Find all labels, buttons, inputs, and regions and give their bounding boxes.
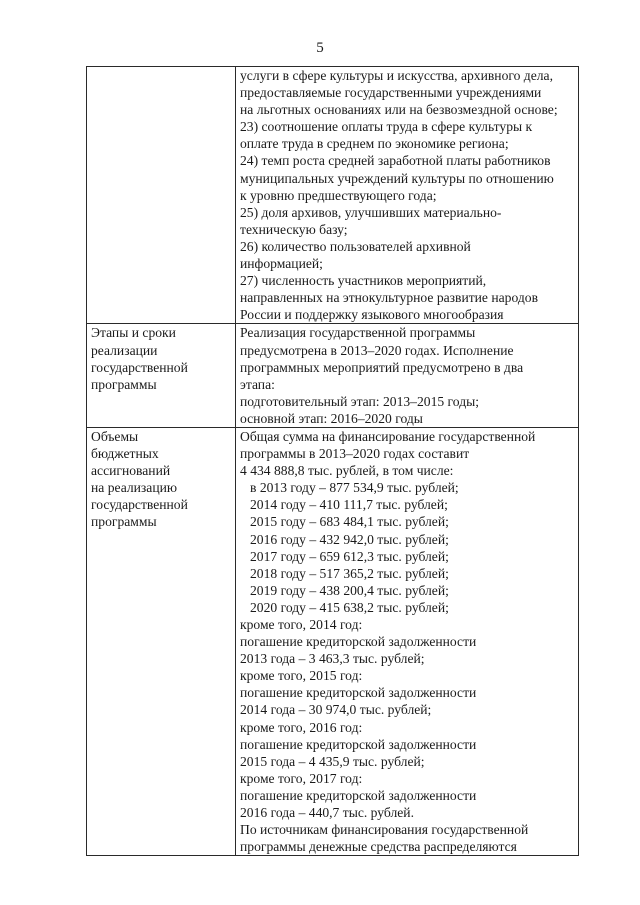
text-line: 24) темп роста средней заработной платы работников (240, 153, 551, 169)
label-line: реализации (91, 342, 158, 358)
text-line: 4 434 888,8 тыс. рублей, в том числе: (240, 463, 454, 479)
text-line: России и поддержку языкового многообразия (240, 307, 504, 323)
text-line: Реализация государственной программы (240, 325, 476, 341)
text-line: 26) количество пользователей архивной (240, 238, 471, 254)
text-line: программы в 2013–2020 годах составит (240, 446, 470, 462)
text-line: 2016 года – 440,7 тыс. рублей. (240, 805, 414, 821)
text-line: предоставляемые государственными учреждениями (240, 85, 542, 101)
label-line: Этапы и сроки (91, 325, 176, 341)
label-line: программы (91, 376, 157, 392)
text-line: Общая сумма на финансирование государственной (240, 428, 536, 444)
table-row-indicators (87, 67, 579, 324)
row-value-cell (236, 324, 579, 428)
text-line: техническую базу; (240, 221, 348, 237)
row-value-cell (236, 67, 579, 324)
table-row-budget (87, 427, 579, 855)
text-line: этапа: (240, 376, 275, 392)
label-line: государственной (91, 359, 188, 375)
text-line: кроме того, 2017 год: (240, 770, 363, 786)
text-line: программы денежные средства распределяются (240, 839, 517, 855)
label-line: Объемы (91, 428, 139, 444)
text-line: основной этап: 2016–2020 годы (240, 410, 423, 426)
text-line: 2015 года – 4 435,9 тыс. рублей; (240, 753, 425, 769)
text-line: 27) численность участников мероприятий, (240, 273, 487, 289)
row-label-cell (87, 67, 236, 324)
text-line: кроме того, 2014 год: (240, 617, 363, 632)
label-line: ассигнований (91, 463, 171, 479)
page-number: 5 (316, 40, 324, 56)
table-row-stages (87, 324, 579, 428)
label-line: программы (91, 514, 157, 530)
row-label-cell (87, 324, 236, 428)
text-line: услуги в сфере культуры и искусства, архивного дела, (240, 68, 553, 83)
text-line: в 2013 году – 877 534,9 тыс. рублей; (250, 480, 459, 496)
text-line: По источникам финансирования государственной (240, 822, 529, 838)
text-line: 2013 года – 3 463,3 тыс. рублей; (240, 651, 425, 667)
text-line: погашение кредиторской задолженности (240, 685, 477, 701)
text-line: 2017 году – 659 612,3 тыс. рублей; (250, 548, 449, 564)
text-line: погашение кредиторской задолженности (240, 787, 477, 803)
text-line: муниципальных учреждений культуры по отношению (240, 170, 554, 186)
text-line: информацией; (240, 256, 323, 272)
text-line: 2019 году – 438 200,4 тыс. рублей; (250, 582, 449, 598)
passport-table (86, 66, 579, 856)
text-line: на льготных основаниях или на безвозмездной основе; (240, 102, 558, 118)
text-line: 25) доля архивов, улучшивших материально- (240, 204, 502, 220)
text-line: подготовительный этап: 2013–2015 годы; (240, 393, 480, 409)
text-line: 2016 году – 432 942,0 тыс. рублей; (250, 531, 449, 547)
label-line: на реализацию (91, 480, 178, 496)
text-line: направленных на этнокультурное развитие народов (240, 290, 539, 306)
text-line: 2014 года – 30 974,0 тыс. рублей; (240, 702, 432, 718)
text-line: программных мероприятий предусмотрено в два (240, 359, 524, 375)
text-line: 2020 году – 415 638,2 тыс. рублей; (250, 599, 449, 615)
text-line: кроме того, 2016 год: (240, 719, 363, 735)
text-line: 23) соотношение оплаты труда в сфере культуры к (240, 119, 533, 135)
row-value-cell (236, 427, 579, 855)
text-line: 2014 году – 410 111,7 тыс. рублей; (250, 497, 448, 513)
text-line: предусмотрена в 2013–2020 годах. Исполнение (240, 342, 514, 358)
text-line: к уровню предшествующего года; (240, 187, 437, 203)
label-line: государственной (91, 497, 188, 513)
text-line: погашение кредиторской задолженности (240, 634, 477, 650)
text-line: 2015 году – 683 484,1 тыс. рублей; (250, 514, 449, 530)
row-label-cell (87, 427, 236, 855)
text-line: оплате труда в среднем по экономике региона; (240, 136, 509, 152)
label-line: бюджетных (91, 446, 159, 462)
text-line: погашение кредиторской задолженности (240, 736, 477, 752)
text-line: кроме того, 2015 год: (240, 668, 363, 684)
text-line: 2018 году – 517 365,2 тыс. рублей; (250, 565, 449, 581)
